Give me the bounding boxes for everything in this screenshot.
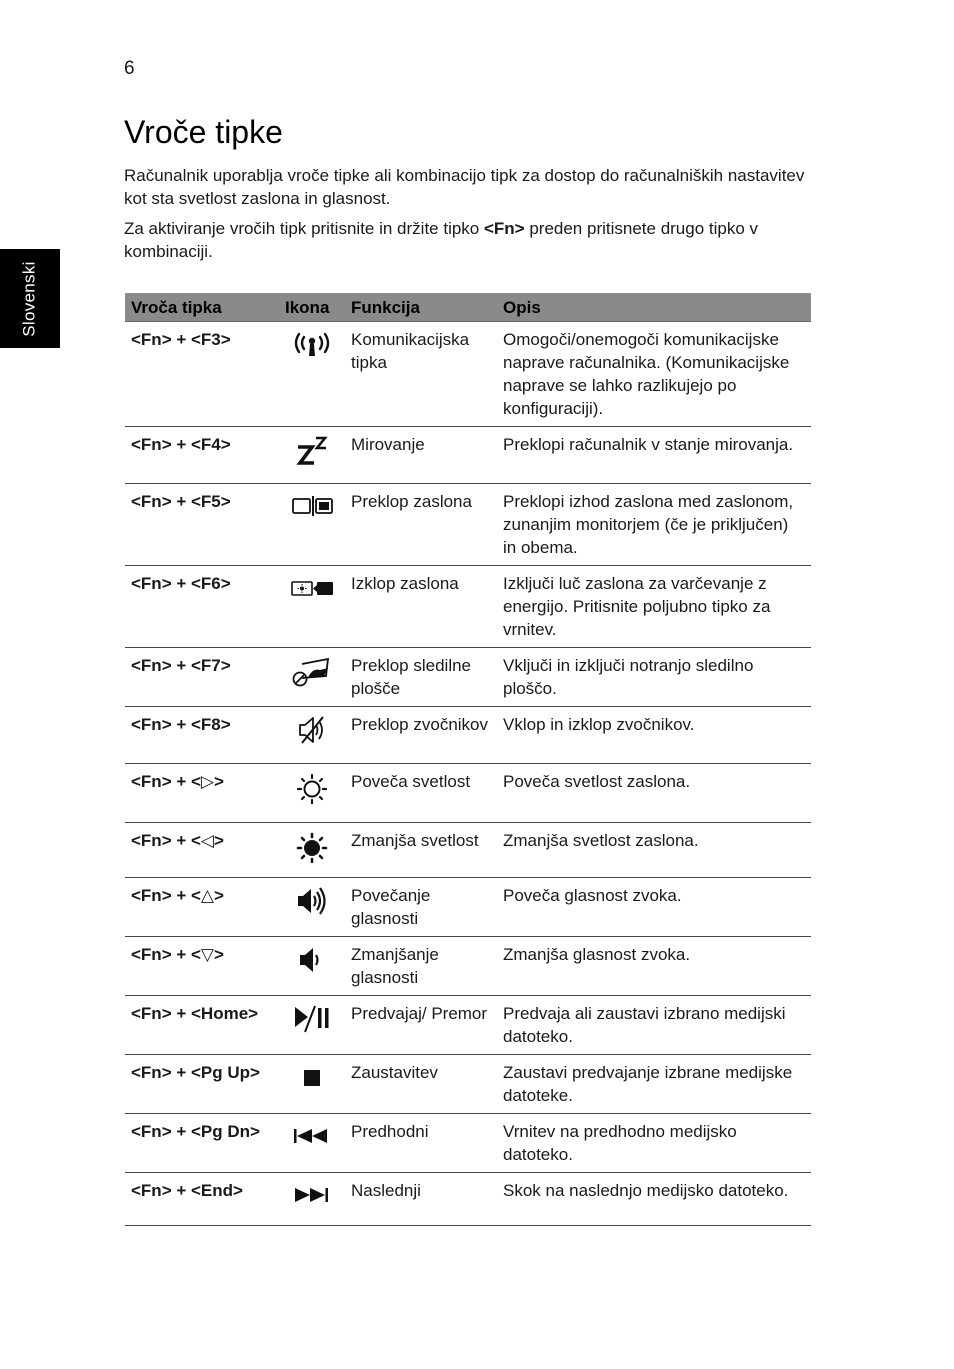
description-cell: Preklopi računalnik v stanje mirovanja. <box>497 427 811 484</box>
function-cell: Predvajaj/ Premor <box>345 996 497 1055</box>
hotkeys-table <box>125 293 811 1226</box>
description-cell: Zmanjša glasnost zvoka. <box>497 937 811 996</box>
description-cell: Poveča svetlost zaslona. <box>497 764 811 823</box>
table-row <box>125 566 811 648</box>
table-row <box>125 1114 811 1173</box>
description-cell: Omogoči/onemogoči komunikacijske naprave računalnika. (Komunikacijske naprave se lahko razlikujejo po konfiguraciji). <box>497 322 811 427</box>
hotkey-cell: <Fn> + <F5> <box>125 484 279 566</box>
language-side-tab <box>0 249 60 348</box>
table-row <box>125 878 811 937</box>
hotkey-cell: <Fn> + <F8> <box>125 707 279 764</box>
hotkey-cell: <Fn> + <▽> <box>125 937 279 996</box>
table-row <box>125 996 811 1055</box>
table-row <box>125 707 811 764</box>
description-cell: Vrnitev na predhodno medijsko datoteko. <box>497 1114 811 1173</box>
hotkey-cell: <Fn> + <▷> <box>125 764 279 823</box>
table-row <box>125 1173 811 1226</box>
description-cell: Vključi in izključi notranjo sledilno ploščo. <box>497 648 811 707</box>
play-pause-icon <box>290 1002 334 1036</box>
hotkey-cell: <Fn> + <F6> <box>125 566 279 648</box>
function-cell: Zmanjša svetlost <box>345 823 497 878</box>
volume-down-icon <box>290 943 334 977</box>
hotkey-cell: <Fn> + <Pg Up> <box>125 1055 279 1114</box>
description-cell: Zaustavi predvajanje izbrane medijske datoteke. <box>497 1055 811 1114</box>
table-row <box>125 484 811 566</box>
side-tab-label: Slovenski <box>20 260 39 337</box>
wireless-icon <box>290 328 334 362</box>
function-cell: Poveča svetlost <box>345 764 497 823</box>
description-cell: Vklop in izklop zvočnikov. <box>497 707 811 764</box>
sleep-icon <box>290 433 334 467</box>
function-cell: Povečanje glasnosti <box>345 878 497 937</box>
hotkey-cell: <Fn> + <Home> <box>125 996 279 1055</box>
table-row <box>125 648 811 707</box>
page-title: Vroče tipke <box>124 114 283 150</box>
intro-paragraph-2-key: <Fn> <box>483 219 525 238</box>
description-cell: Preklopi izhod zaslona med zaslonom, zunanjim monitorjem (če je priključen) in obema. <box>497 484 811 566</box>
header-hotkey: Vroča tipka <box>125 293 279 322</box>
hotkey-cell: <Fn> + <◁> <box>125 823 279 878</box>
table-row <box>125 1055 811 1114</box>
intro-paragraph-2-text-after: preden pritisnete drugo tipko v kombinaciji. <box>124 219 759 261</box>
function-cell: Preklop zaslona <box>345 484 497 566</box>
description-cell: Skok na naslednjo medijsko datoteko. <box>497 1173 811 1226</box>
screen-off-icon <box>290 572 334 606</box>
description-cell: Poveča glasnost zvoka. <box>497 878 811 937</box>
hotkey-cell: <Fn> + <F4> <box>125 427 279 484</box>
header-function: Funkcija <box>345 293 497 322</box>
hotkey-cell: <Fn> + <Pg Dn> <box>125 1114 279 1173</box>
table-header-row <box>125 293 811 322</box>
previous-icon <box>290 1120 334 1154</box>
brightness-up-icon <box>290 770 334 804</box>
table-row <box>125 322 811 427</box>
hotkey-cell: <Fn> + <F7> <box>125 648 279 707</box>
stop-icon <box>290 1061 334 1095</box>
intro-paragraph-1: Računalnik uporablja vroče tipke ali kombinacijo tipk za dostop do računalniških nastavitev kot sta svetlost zaslona in glasnost. <box>124 166 805 208</box>
hotkey-cell: <Fn> + <F3> <box>125 322 279 427</box>
intro-paragraph-2 <box>124 217 814 263</box>
hotkey-cell: <Fn> + <End> <box>125 1173 279 1226</box>
display-toggle-icon <box>290 490 334 524</box>
description-cell: Predvaja ali zaustavi izbrano medijski datoteko. <box>497 996 811 1055</box>
table-row <box>125 427 811 484</box>
description-cell: Zmanjša svetlost zaslona. <box>497 823 811 878</box>
table-row <box>125 937 811 996</box>
function-cell: Mirovanje <box>345 427 497 484</box>
volume-up-icon <box>290 884 334 918</box>
intro-paragraph-2-text-before: Za aktiviranje vročih tipk pritisnite in držite tipko <box>124 219 484 238</box>
function-cell: Zmanjšanje glasnosti <box>345 937 497 996</box>
table-row <box>125 764 811 823</box>
touchpad-toggle-icon <box>290 654 334 688</box>
function-cell: Predhodni <box>345 1114 497 1173</box>
description-cell: Izključi luč zaslona za varčevanje z energijo. Pritisnite poljubno tipko za vrnitev. <box>497 566 811 648</box>
header-description: Opis <box>497 293 811 322</box>
function-cell: Preklop sledilne plošče <box>345 648 497 707</box>
speaker-mute-icon <box>290 713 334 747</box>
page-number: 6 <box>124 58 135 79</box>
function-cell: Preklop zvočnikov <box>345 707 497 764</box>
function-cell: Izklop zaslona <box>345 566 497 648</box>
function-cell: Komunikacijska tipka <box>345 322 497 427</box>
header-icon: Ikona <box>279 293 345 322</box>
function-cell: Zaustavitev <box>345 1055 497 1114</box>
function-cell: Naslednji <box>345 1173 497 1226</box>
next-icon <box>290 1179 334 1213</box>
hotkey-cell: <Fn> + <△> <box>125 878 279 937</box>
table-row <box>125 823 811 878</box>
brightness-down-icon <box>290 829 334 863</box>
